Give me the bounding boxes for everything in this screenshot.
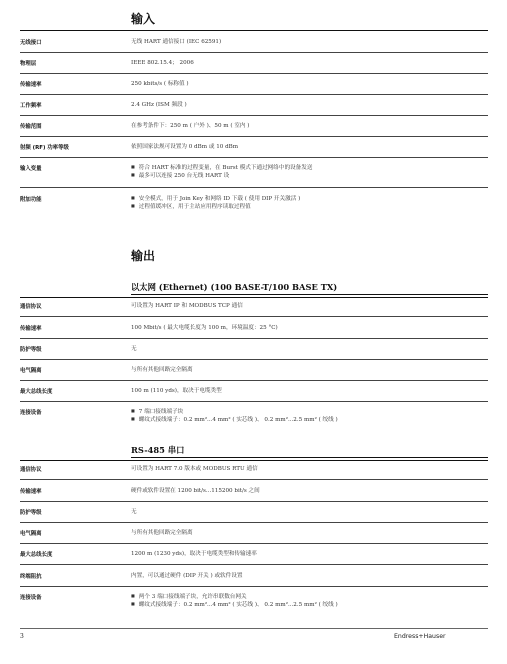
row-divider bbox=[20, 316, 488, 317]
bullet-item: ■ 7 端口接线端子块 bbox=[131, 408, 488, 416]
spec-value-list bbox=[131, 593, 488, 609]
brand-logo-text: Endress+Hauser bbox=[394, 633, 446, 640]
spec-value: 可设置为 HART 7.0 版本或 MODBUS RTU 通信 bbox=[131, 466, 258, 472]
spec-label: 电气隔离 bbox=[20, 368, 42, 374]
spec-value: 与所有其他回路完全隔离 bbox=[131, 367, 193, 373]
input-section-title: 输入 bbox=[131, 12, 156, 26]
row-divider bbox=[20, 115, 488, 116]
subsection-rule bbox=[131, 294, 488, 295]
row-divider bbox=[20, 401, 488, 402]
row-divider bbox=[20, 94, 488, 95]
spec-label: 最大总线长度 bbox=[20, 552, 53, 558]
spec-value-list bbox=[131, 164, 488, 180]
spec-value: 250 kbits/s ( 标称值 ) bbox=[131, 81, 189, 87]
spec-value: 1200 m (1230 yds)，取决于电缆类型和传输速率 bbox=[131, 551, 257, 557]
spec-label: 传输速率 bbox=[20, 326, 42, 332]
spec-label: 工作频率 bbox=[20, 103, 42, 109]
spec-label: 终端阻抗 bbox=[20, 574, 42, 580]
spec-label: 传输范围 bbox=[20, 124, 42, 130]
bullet-item: ■ 最多可以连接 250 台无线 HART 设 bbox=[131, 172, 488, 180]
bullet-item: ■ 螺纹式接线端子：0.2 mm²...4 mm² ( 实芯线 )、 0.2 mm²...2.5 mm² ( 绞线 ) bbox=[131, 601, 488, 609]
bullet-item: ■ 螺纹式接线端子：0.2 mm²...4 mm² ( 实芯线 )、 0.2 mm²...2.5 mm² ( 绞线 ) bbox=[131, 416, 488, 424]
row-divider bbox=[20, 157, 488, 158]
spec-label: 物理层 bbox=[20, 61, 37, 67]
row-divider bbox=[20, 501, 488, 502]
subsection-rule bbox=[131, 457, 488, 458]
bullet-item: ■ 符合 HART 标准的过程变量，在 Burst 模式下通过网络中的设备发送 bbox=[131, 164, 488, 172]
spec-label: 通信协议 bbox=[20, 304, 42, 310]
footer-rule bbox=[20, 628, 488, 629]
bullet-item: ■ 两个 3 端口接线端子块，允许串联数台网关 bbox=[131, 593, 488, 601]
spec-label: 传输速率 bbox=[20, 82, 42, 88]
section-rule bbox=[20, 297, 488, 298]
spec-label: 防护等级 bbox=[20, 347, 42, 353]
spec-label: 无线接口 bbox=[20, 40, 42, 46]
row-divider bbox=[20, 479, 488, 480]
row-divider bbox=[20, 522, 488, 523]
spec-value-list bbox=[131, 195, 488, 211]
spec-value: 无 bbox=[131, 346, 137, 352]
row-divider bbox=[20, 543, 488, 544]
spec-value: 在参考条件下：250 m ( 户外 )、50 m ( 室内 ) bbox=[131, 123, 250, 129]
bullet-item: ■ 安全模式，用于 Join Key 和网络 ID 下载 ( 使用 DIP 开关激活 ) bbox=[131, 195, 488, 203]
rs485-subtitle: RS-485 串口 bbox=[131, 445, 185, 455]
row-divider bbox=[20, 136, 488, 137]
spec-label: 防护等级 bbox=[20, 510, 42, 516]
row-divider bbox=[20, 187, 488, 188]
row-divider bbox=[20, 380, 488, 381]
spec-label: 电气隔离 bbox=[20, 531, 42, 537]
spec-value: 100 Mbit/s ( 最大电缆长度为 100 m，环境温度：25 °C) bbox=[131, 325, 278, 331]
page-number: 3 bbox=[20, 633, 24, 640]
row-divider bbox=[20, 359, 488, 360]
spec-label: 射频 (RF) 功率等级 bbox=[20, 145, 69, 151]
row-divider bbox=[20, 52, 488, 53]
spec-label: 连接设备 bbox=[20, 410, 42, 416]
row-divider bbox=[20, 564, 488, 565]
spec-value: 硬件或软件设置在 1200 bit/s...115200 bit/s 之间 bbox=[131, 488, 260, 494]
spec-value: 无线 HART 通信接口 (IEC 62591) bbox=[131, 39, 222, 45]
spec-label: 附加功能 bbox=[20, 197, 42, 203]
bullet-item: ■ 过程值缓冲区，用于主站应用程序读取过程值 bbox=[131, 203, 488, 211]
row-divider bbox=[20, 73, 488, 74]
spec-label: 传输速率 bbox=[20, 489, 42, 495]
section-rule bbox=[20, 460, 488, 461]
row-divider bbox=[20, 586, 488, 587]
spec-value: 2.4 GHz (ISM 频段 ) bbox=[131, 102, 187, 108]
output-section-title: 输出 bbox=[131, 249, 156, 263]
spec-label: 输入变量 bbox=[20, 166, 42, 172]
spec-value: 无 bbox=[131, 509, 137, 515]
spec-value: 与所有其他回路完全隔离 bbox=[131, 530, 193, 536]
spec-label: 通信协议 bbox=[20, 467, 42, 473]
spec-value: IEEE 802.15.4； 2006 bbox=[131, 60, 194, 66]
spec-value: 可设置为 HART IP 和 MODBUS TCP 通信 bbox=[131, 303, 243, 309]
ethernet-subtitle: 以太网 (Ethernet) (100 BASE-T/100 BASE TX) bbox=[131, 282, 338, 292]
spec-value-list bbox=[131, 408, 488, 424]
spec-value: 100 m (110 yds)，取决于电缆类型 bbox=[131, 388, 222, 394]
row-divider bbox=[20, 338, 488, 339]
spec-label: 连接设备 bbox=[20, 595, 42, 601]
section-rule bbox=[20, 30, 488, 31]
spec-label: 最大总线长度 bbox=[20, 389, 53, 395]
spec-value: 依照国家法规可设置为 0 dBm 或 10 dBm bbox=[131, 144, 239, 150]
spec-value: 内置，可以通过硬件 (DIP 开关 ) 或软件设置 bbox=[131, 573, 243, 579]
